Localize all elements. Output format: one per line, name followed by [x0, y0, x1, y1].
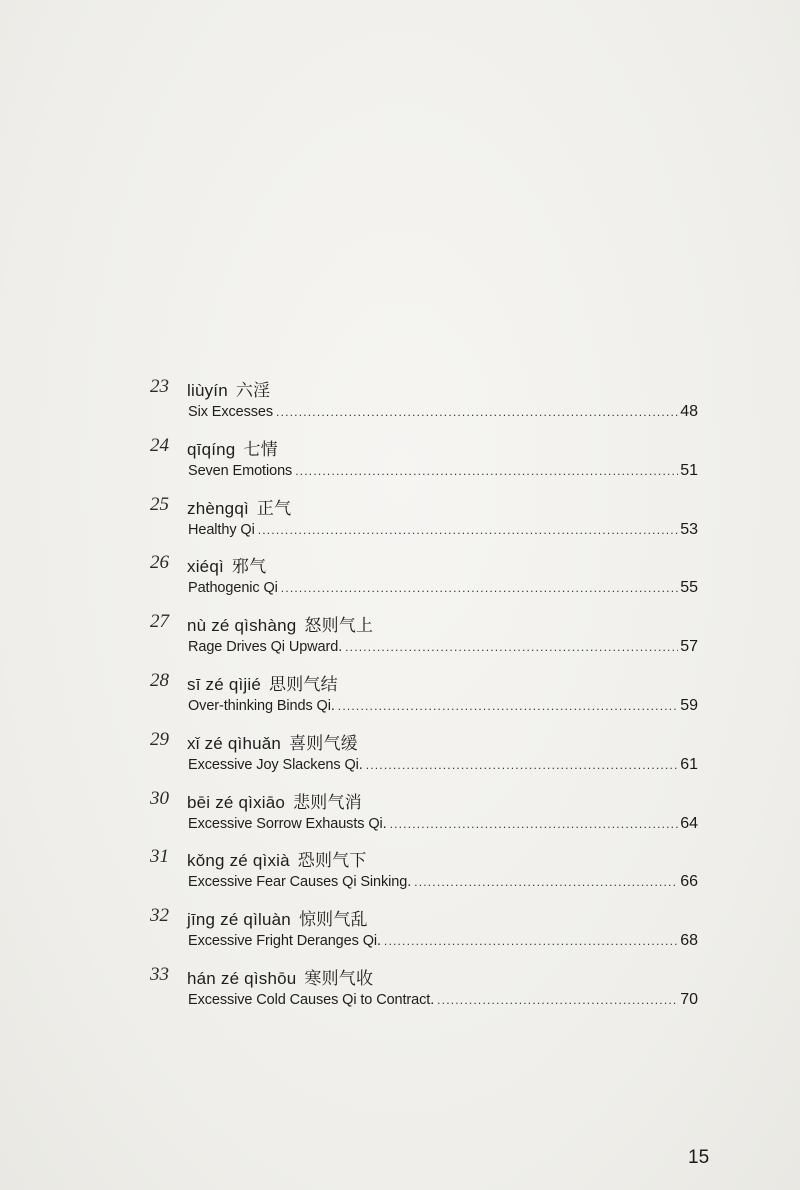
toc-entry-33: [150, 962, 710, 1021]
entry-chinese: 悲则气消: [293, 792, 362, 813]
toc-entry-30: [150, 786, 710, 845]
entry-heading: [187, 552, 266, 577]
entry-chinese: 恐则气下: [297, 851, 367, 872]
entry-heading: [187, 611, 373, 636]
entry-line: [188, 873, 698, 891]
entry-number: 32: [150, 905, 169, 927]
dot-leader: [384, 934, 678, 948]
entry-pinyin: bēi zé qìxiāo: [187, 792, 286, 812]
page-number: 15: [688, 1147, 710, 1168]
entry-number: 26: [150, 552, 169, 574]
toc-entry-31: [150, 844, 710, 903]
entry-heading: [187, 905, 368, 930]
entry-page: 59: [680, 696, 698, 714]
entry-line: [188, 932, 698, 950]
entry-english-title: Excessive Fear Causes Qi Sinking.: [188, 874, 412, 891]
entry-english-title: Excessive Cold Causes Qi to Contract.: [188, 991, 435, 1008]
table-of-contents: [150, 374, 710, 1021]
entry-english-title: Pathogenic Qi: [188, 580, 278, 597]
entry-line: [188, 403, 698, 421]
dot-leader: [345, 640, 678, 654]
entry-page: 61: [680, 755, 698, 773]
entry-pinyin: zhèngqì: [187, 498, 249, 518]
dot-leader: [437, 993, 678, 1007]
entry-english-title: Excessive Joy Slackens Qi.: [188, 756, 363, 773]
entry-page: 53: [680, 520, 698, 538]
entry-english-title: Excessive Sorrow Exhausts Qi.: [188, 815, 387, 832]
dot-leader: [281, 581, 678, 595]
entry-number: 33: [150, 963, 169, 985]
entry-pinyin: hán zé qìshōu: [187, 968, 297, 988]
entry-heading: [187, 494, 291, 519]
entry-number: 27: [150, 611, 169, 633]
entry-pinyin: nù zé qìshàng: [187, 616, 297, 636]
entry-pinyin: xǐ zé qìhuǎn: [187, 733, 282, 753]
entry-page: 68: [680, 932, 698, 950]
entry-pinyin: qīqíng: [187, 439, 236, 459]
entry-chinese: 怒则气上: [304, 616, 374, 637]
entry-chinese: 正气: [256, 498, 292, 519]
entry-line: [188, 756, 698, 774]
dot-leader: [414, 875, 678, 889]
entry-english-title: Over-thinking Binds Qi.: [188, 697, 335, 714]
entry-page: 66: [680, 873, 698, 891]
entry-heading: [187, 846, 367, 871]
entry-pinyin: jīng zé qìluàn: [187, 910, 291, 930]
entry-line: [188, 462, 698, 480]
entry-line: [188, 638, 698, 656]
entry-english-title: Excessive Fright Deranges Qi.: [188, 933, 381, 950]
entry-line: [188, 521, 698, 539]
entry-pinyin: liùyín: [187, 381, 228, 400]
dot-leader: [295, 464, 678, 478]
dot-leader: [258, 523, 679, 537]
entry-chinese: 喜则气缓: [289, 733, 358, 754]
entry-number: 24: [150, 434, 169, 456]
entry-heading: [187, 376, 270, 401]
toc-entry-24: [150, 433, 710, 492]
toc-entry-28: [150, 668, 710, 727]
entry-heading: [187, 788, 362, 813]
entry-chinese: 思则气结: [269, 674, 338, 695]
entry-line: [188, 991, 698, 1009]
entry-page: 70: [680, 990, 698, 1008]
entry-number: 28: [150, 669, 169, 691]
entry-page: 57: [680, 638, 698, 656]
entry-number: 31: [150, 846, 169, 868]
entry-line: [188, 697, 698, 715]
entry-heading: [187, 670, 338, 695]
entry-english-title: Six Excesses: [188, 404, 274, 420]
entry-page: 51: [680, 461, 698, 479]
dot-leader: [390, 817, 679, 831]
entry-chinese: 惊则气乱: [298, 910, 368, 931]
entry-heading: [187, 729, 358, 754]
entry-chinese: 七情: [243, 439, 278, 460]
entry-page: 48: [680, 403, 698, 420]
entry-number: 29: [150, 728, 169, 750]
entry-english-title: Seven Emotions: [188, 462, 293, 479]
entry-number: 25: [150, 493, 169, 515]
toc-entry-32: [150, 903, 710, 962]
dot-leader: [366, 758, 679, 772]
entry-chinese: 寒则气收: [304, 968, 374, 989]
entry-heading: [187, 964, 373, 989]
toc-entry-25: [150, 492, 710, 551]
toc-entry-26: [150, 550, 710, 609]
entry-chinese: 六淫: [235, 381, 271, 401]
toc-entry-23: [150, 374, 710, 433]
toc-entry-27: [150, 609, 710, 668]
entry-number: 23: [150, 376, 169, 397]
entry-page: 55: [680, 579, 698, 597]
entry-english-title: Healthy Qi: [188, 521, 255, 538]
entry-english-title: Rage Drives Qi Upward.: [188, 639, 343, 656]
entry-pinyin: sī zé qìjié: [187, 674, 262, 694]
entry-heading: [187, 435, 278, 460]
entry-number: 30: [150, 787, 169, 809]
dot-leader: [276, 405, 678, 419]
dot-leader: [338, 699, 678, 713]
entry-pinyin: kǒng zé qìxià: [187, 851, 290, 871]
entry-chinese: 邪气: [231, 557, 267, 578]
entry-line: [188, 815, 698, 833]
entry-line: [188, 579, 698, 597]
entry-pinyin: xiéqì: [187, 557, 224, 577]
entry-page: 64: [680, 814, 698, 832]
toc-entry-29: [150, 727, 710, 786]
